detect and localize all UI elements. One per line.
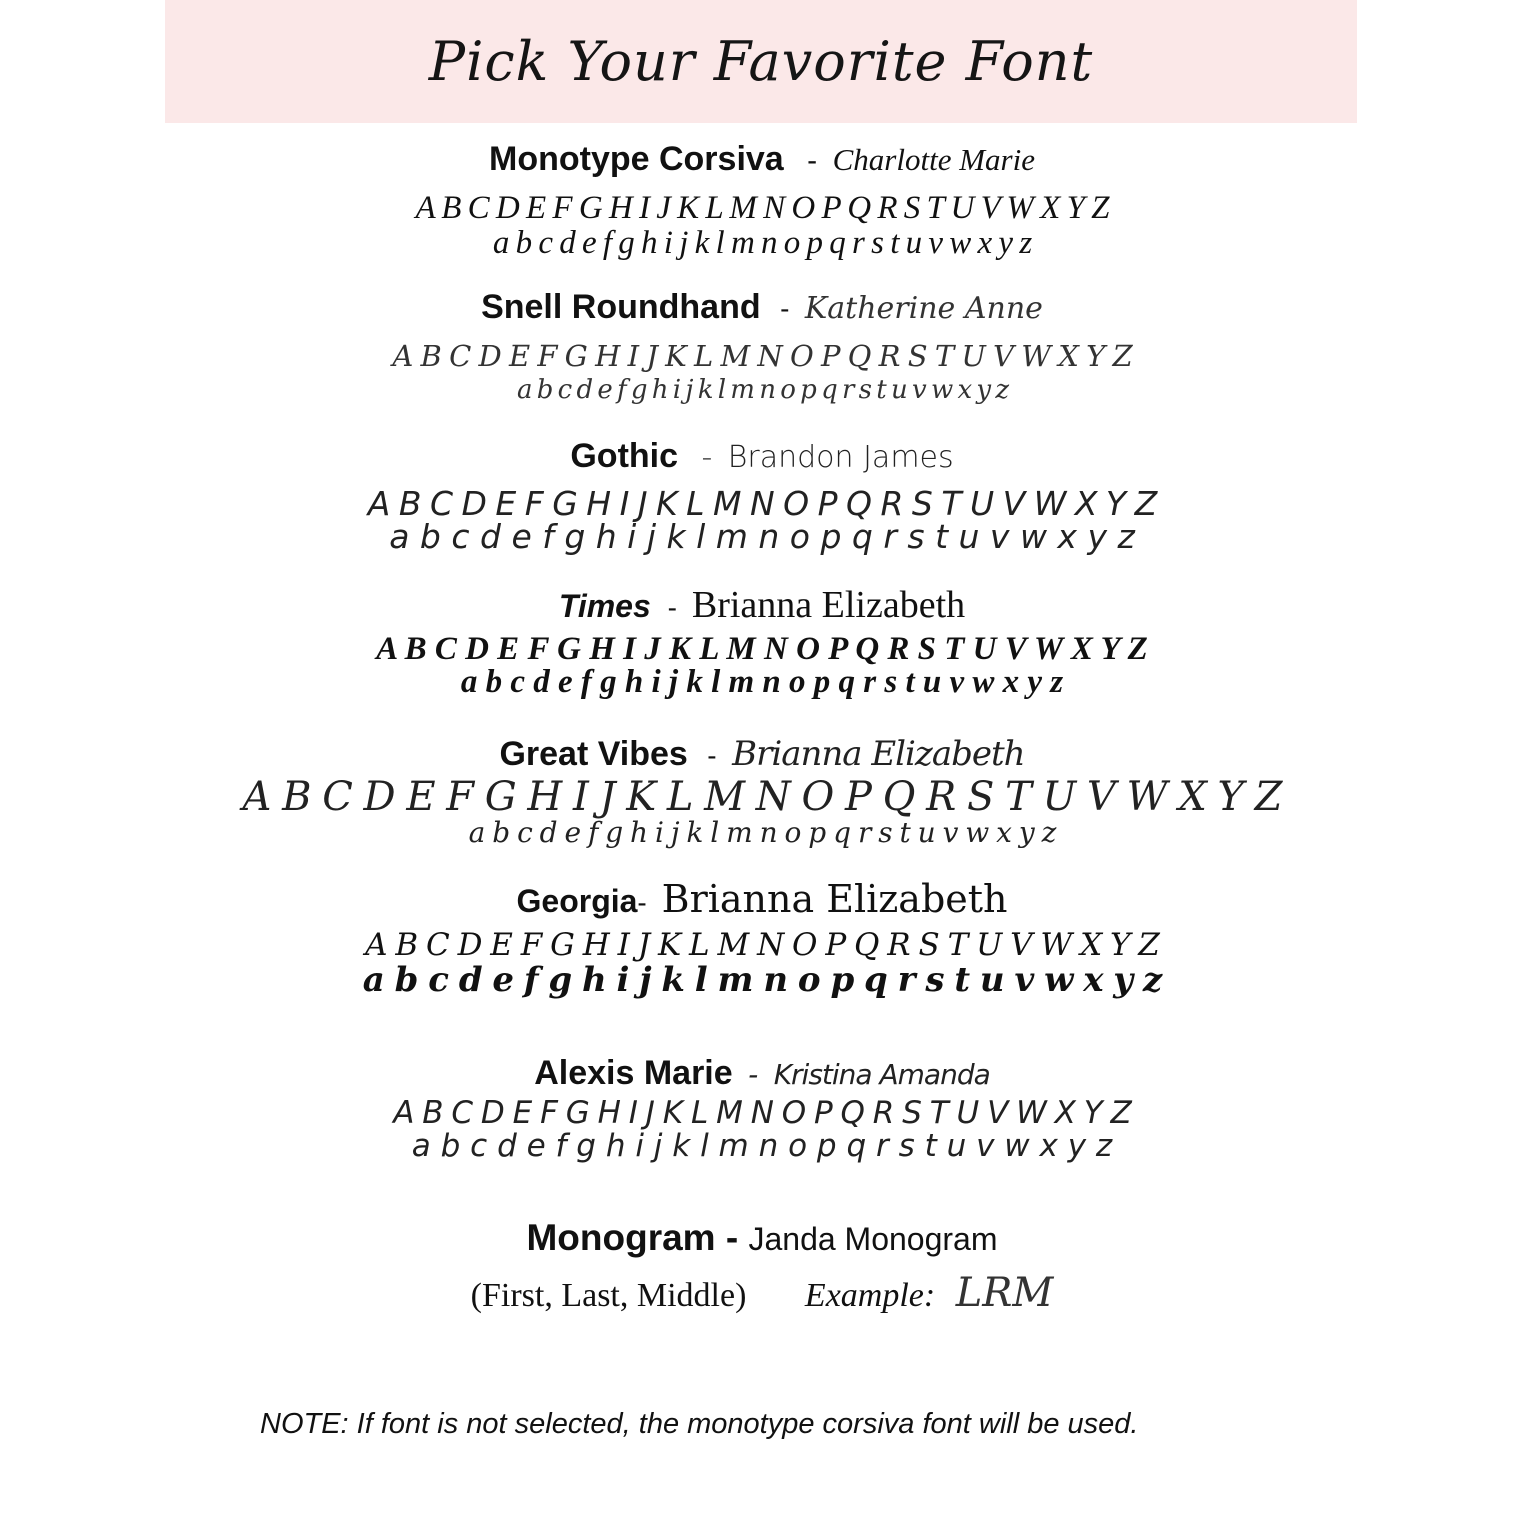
uppercase-alphabet: A B C D E F G H I J K L M N O P Q R S T U V W X Y Z (392, 339, 1132, 373)
sample-name: Brianna Elizabeth (732, 734, 1025, 774)
font-option-georgia (0, 877, 1524, 1000)
uppercase-alphabet: A B C D E F G H I J K L M N O P Q R S T U V W X Y Z (367, 484, 1157, 523)
separator: - (637, 887, 647, 918)
font-name: Monogram - (526, 1217, 739, 1258)
font-name: Snell Roundhand (481, 288, 761, 326)
uppercase-alphabet: A B C D E F G H I J K L M N O P Q R S T U V W X Y Z (415, 190, 1109, 226)
lowercase-alphabet: a b c d e f g h i j k l m n o p q r s t u v w x y z (492, 225, 1032, 261)
sample-name: Janda Monogram (748, 1221, 998, 1257)
font-option-snell-roundhand (0, 288, 1524, 403)
font-name: Georgia (516, 883, 638, 919)
uppercase-alphabet: A B C D E F G H I J K L M N O P Q R S T U V W X Y Z (393, 1095, 1131, 1131)
monogram-details (0, 1270, 1524, 1316)
header-banner (165, 0, 1357, 123)
separator: - (707, 740, 717, 771)
separator: - (748, 1058, 759, 1091)
sample-name: Brandon James (727, 440, 954, 475)
sample-name: Kristina Amanda (773, 1058, 990, 1091)
lowercase-alphabet: a b c d e f g h i j k l m n o p q r s t u v w x y z (460, 664, 1064, 700)
font-name: Great Vibes (499, 735, 688, 773)
font-name: Monotype Corsiva (489, 140, 784, 178)
sample-name: Brianna Elizabeth (661, 877, 1008, 921)
sample-name: Katherine Anne (804, 291, 1043, 326)
lowercase-alphabet: a b c d e f g h i j k l m n o p q r s t u v w x y z (362, 960, 1162, 1000)
font-option-times (0, 586, 1524, 699)
page-title: Pick Your Favorite Font (428, 30, 1094, 93)
sample-name: Brianna Elizabeth (691, 584, 966, 626)
font-option-gothic (0, 437, 1524, 556)
monogram-example: LRM (955, 1270, 1054, 1316)
separator: - (701, 440, 713, 475)
lowercase-alphabet: a b c d e f g h i j k l m n o p q r s t u v w x y z (516, 375, 1008, 405)
separator: - (667, 592, 677, 623)
font-option-great-vibes (0, 735, 1524, 847)
monogram-order: (First, Last, Middle) (470, 1277, 747, 1314)
font-name: Alexis Marie (534, 1054, 733, 1092)
example-label: Example: (804, 1277, 936, 1314)
font-option-monotype-corsiva (0, 140, 1524, 260)
font-option-alexis-marie (0, 1054, 1524, 1162)
font-name: Times (558, 588, 651, 624)
font-option-monogram (0, 1217, 1524, 1260)
footer-note: NOTE: If font is not selected, the monotype corsiva font will be used. (260, 1408, 1139, 1440)
uppercase-alphabet: A B C D E F G H I J K L M N O P Q R S T U V W X Y Z (365, 927, 1159, 963)
lowercase-alphabet: a b c d e f g h i j k l m n o p q r s t u v w x y z (411, 1128, 1113, 1164)
uppercase-alphabet: A B C D E F G H I J K L M N O P Q R S T U V W X Y Z (242, 774, 1282, 820)
separator: - (807, 144, 818, 177)
lowercase-alphabet: a b c d e f g h i j k l m n o p q r s t u v w x y z (389, 517, 1135, 556)
separator: - (780, 293, 790, 324)
uppercase-alphabet: A B C D E F G H I J K L M N O P Q R S T U V W X Y Z (376, 631, 1148, 667)
font-name: Gothic (570, 437, 679, 475)
sample-name: Charlotte Marie (832, 142, 1035, 177)
lowercase-alphabet: a b c d e f g h i j k l m n o p q r s t u v w x y z (468, 816, 1056, 849)
